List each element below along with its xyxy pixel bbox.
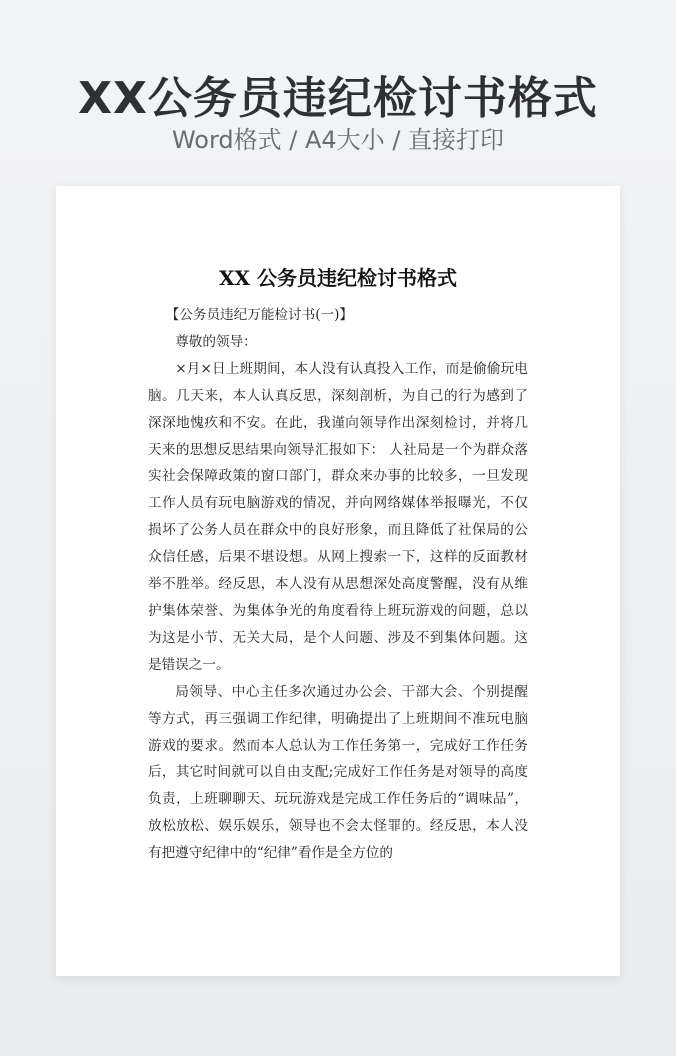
- section-heading: 【公务员违纪万能检讨书(一)】: [165, 307, 353, 323]
- body-paragraph-2: 局领导、中心主任多次通过办公会、干部大会、个别提醒等方式，再三强调工作纪律，明确提出了上班期间不准玩电脑游戏的要求。然而本人总认为工作任务第一，完成好工作任务后，其它时间就可以自由支配;完成好工作任务是对领导的高度负责，上班聊聊天、玩玩游戏是完成工作任务后的“调味品”，放松放松、娱乐娱乐，领导也不会太怪罪的。经反思，本人没有把遵守纪律中的“纪律”看作是全方位的: [148, 683, 528, 862]
- page-title: XX公务员违纪检讨书格式: [78, 73, 598, 124]
- body-paragraph-1: ×月×日上班期间，本人没有认真投入工作，而是偷偷玩电脑。几天来，本人认真反思，深刻剖析，为自己的行为感到了深深地愧疚和不安。在此，我谨向领导作出深刻检讨，并将几天来的思想反思结果向领导汇报如下： 人社局是一个为群众落实社会保障政策的窗口部门，群众来办事的比较多，一旦发现工作人员有玩电脑游戏的情况，并向网络媒体举报曝光，不仅损坏了公务人员在群众中的良好形象，而且降低了社保局的公众信任感，后果不堪设想。从网上搜索一下，这样的反面教材举不胜举。经反思，本人没有从思想深处高度警醒，没有从维护集体荣誉、为集体争光的角度看待上班玩游戏的问题，总以为这是小节、无关大局，是个人问题、涉及不到集体问题。这是错误之一。: [148, 360, 528, 673]
- document-title: XX 公务员违纪检讨书格式: [219, 266, 457, 290]
- document-body: [148, 302, 528, 867]
- page-subtitle: Word格式 / A4大小 / 直接打印: [171, 126, 505, 154]
- document-page: [56, 186, 620, 976]
- salutation: 尊敬的领导：: [175, 333, 257, 350]
